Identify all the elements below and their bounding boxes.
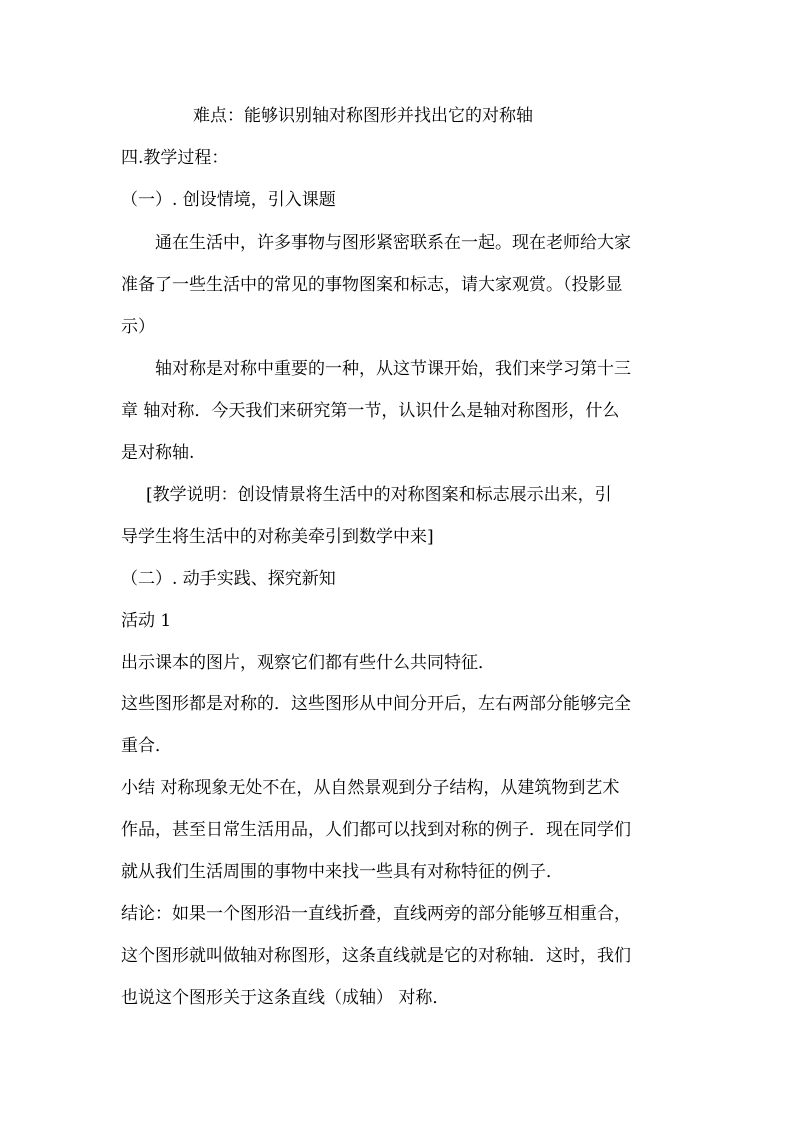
section-title: 四.教学过程： [121,148,229,168]
paragraph-line: 这些图形都是对称的．这些图形从中间分开后，左右两部分能够完全 [121,694,631,714]
paragraph-line: 是对称轴. [121,443,195,463]
teaching-note: [教学说明：创设情景将生活中的对称图案和标志展示出来，引 [146,485,612,505]
conclusion-line: 结论：如果一个图形沿一直线折叠，直线两旁的部分能够互相重合， [121,904,631,924]
conclusion-line: 这个图形就叫做轴对称图形，这条直线就是它的对称轴．这时，我们 [121,946,631,966]
summary-line: 小结 对称现象无处不在，从自然景观到分子结构，从建筑物到艺术 [121,778,620,798]
paragraph-line: 示） [121,317,155,337]
paragraph-line: 出示课本的图片，观察它们都有些什么共同特征． [121,653,495,673]
summary-line: 作品，甚至日常生活用品，人们都可以找到对称的例子．现在同学们 [121,820,631,840]
part1-title: （一）. 创设情境，引入课题 [121,190,336,210]
paragraph-line: 准备了一些生活中的常见的事物图案和标志，请大家观赏。（投影显 [121,275,623,295]
summary-line: 就从我们生活周围的事物中来找一些具有对称特征的例子． [121,862,563,882]
part2-title: （二）. 动手实践、探究新知 [121,569,336,589]
activity-label: 活动 1 [121,611,172,631]
conclusion-line: 也说这个图形关于这条直线（成轴） 对称． [121,988,450,1008]
paragraph-line: 重合． [121,736,172,756]
paragraph-line: 章 轴对称．今天我们来研究第一节，认识什么是轴对称图形，什么 [121,401,620,421]
paragraph-line: 轴对称是对称中重要的一种，从这节课开始，我们来学习第十三 [155,359,631,379]
difficulty-heading: 难点：能够识别轴对称图形并找出它的对称轴 [193,106,533,126]
paragraph-line: 通在生活中，许多事物与图形紧密联系在一起。现在老师给大家 [155,233,631,253]
teaching-note: 导学生将生活中的对称美牵引到数学中来] [121,527,434,547]
